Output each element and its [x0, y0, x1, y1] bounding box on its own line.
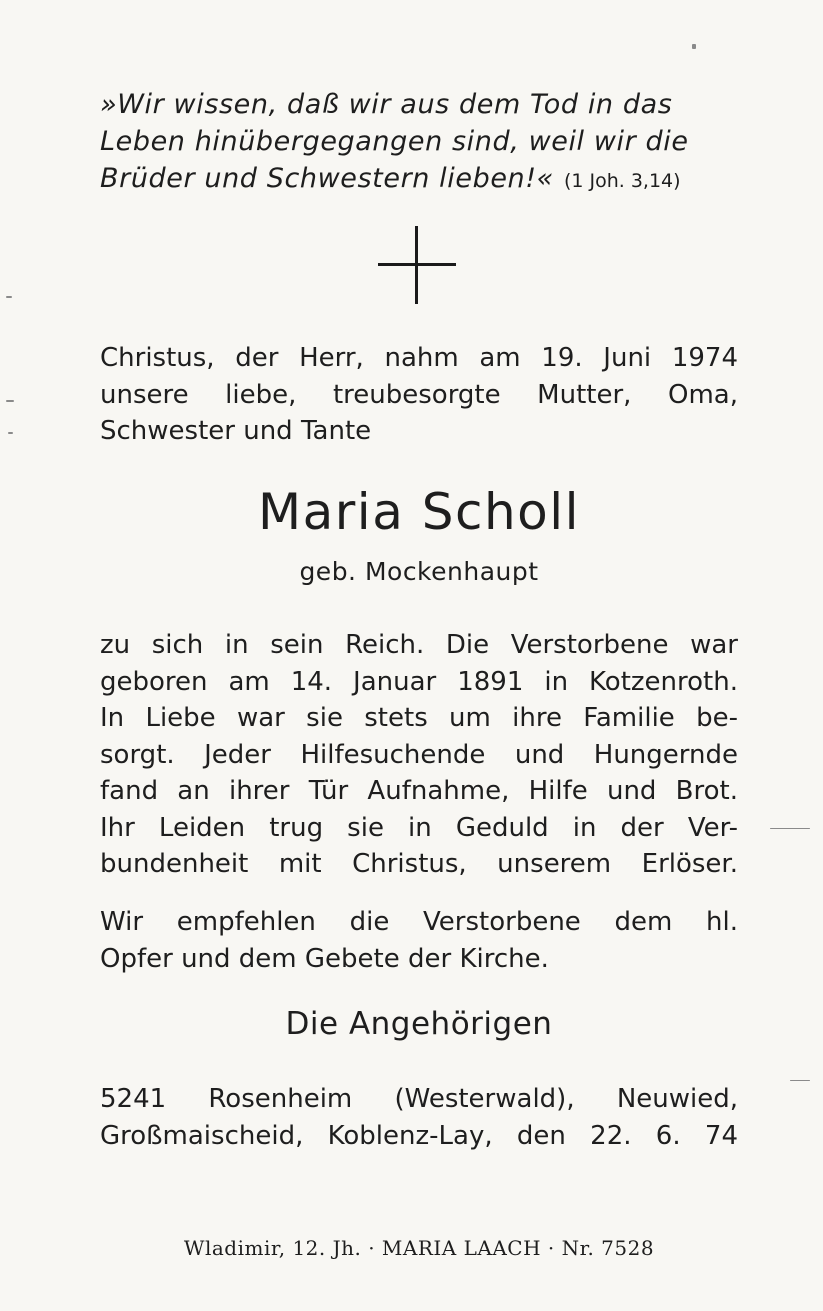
places-line: 5241 Rosenheim (Westerwald), Neuwied,: [100, 1084, 738, 1114]
biography-line: bundenheit mit Christus, unserem Erlöser.: [100, 849, 738, 879]
biography-line: Ihr Leiden trug sie in Geduld in der Ver-: [100, 812, 738, 843]
biography-line: geboren am 14. Januar 1891 in Kotzenroth.: [100, 666, 738, 697]
intro-paragraph: [100, 340, 738, 450]
imprint-line: Wladimir, 12. Jh. · MARIA LAACH · Nr. 7528: [183, 1236, 655, 1260]
quote-line: [100, 160, 738, 200]
intro-line: Christus, der Herr, nahm am 19. Juni 1974: [100, 343, 738, 373]
birth-name: geb. Mockenhaupt: [299, 557, 539, 586]
cross-icon: [378, 226, 456, 304]
quote-line: Leben hinübergegangen sind, weil wir die: [100, 126, 689, 157]
signature: Die Angehörigen: [285, 1006, 553, 1042]
biography-line: In Liebe war sie stets um ihre Familie be-: [100, 703, 738, 733]
paper-speck: [790, 1080, 810, 1081]
paper-speck: [6, 400, 14, 402]
paper-speck: [8, 432, 13, 434]
biography-line: sorgt. Jeder Hilfesuchende und Hungernde: [100, 739, 738, 770]
biography-line: fand an ihrer Tür Aufnahme, Hilfe und Brot.: [100, 776, 738, 806]
biography-paragraph: [100, 627, 738, 883]
cross-horizontal-bar: [378, 263, 456, 266]
verse-reference: (1 Joh. 3,14): [563, 170, 681, 192]
paper-speck: [770, 828, 810, 829]
bible-quote: [100, 86, 738, 200]
places-and-date: [100, 1081, 738, 1154]
quote-line-text: Brüder und Schwestern lieben!«: [100, 163, 554, 194]
places-line: Großmaischeid, Koblenz-Lay, den 22. 6. 74: [100, 1120, 738, 1151]
intro-line: unsere liebe, treubesorgte Mutter, Oma,: [100, 379, 738, 410]
paper-speck: [6, 296, 12, 298]
paper-speck: [692, 44, 696, 49]
closing-paragraph: [100, 904, 738, 977]
closing-line: Wir empfehlen die Verstorbene dem hl.: [100, 907, 738, 937]
closing-line: Opfer und dem Gebete der Kirche.: [100, 943, 549, 974]
biography-line: zu sich in sein Reich. Die Verstorbene war: [100, 630, 738, 660]
deceased-name: Maria Scholl: [257, 483, 581, 541]
intro-line: Schwester und Tante: [100, 416, 372, 446]
quote-line: »Wir wissen, daß wir aus dem Tod in das: [100, 89, 673, 120]
